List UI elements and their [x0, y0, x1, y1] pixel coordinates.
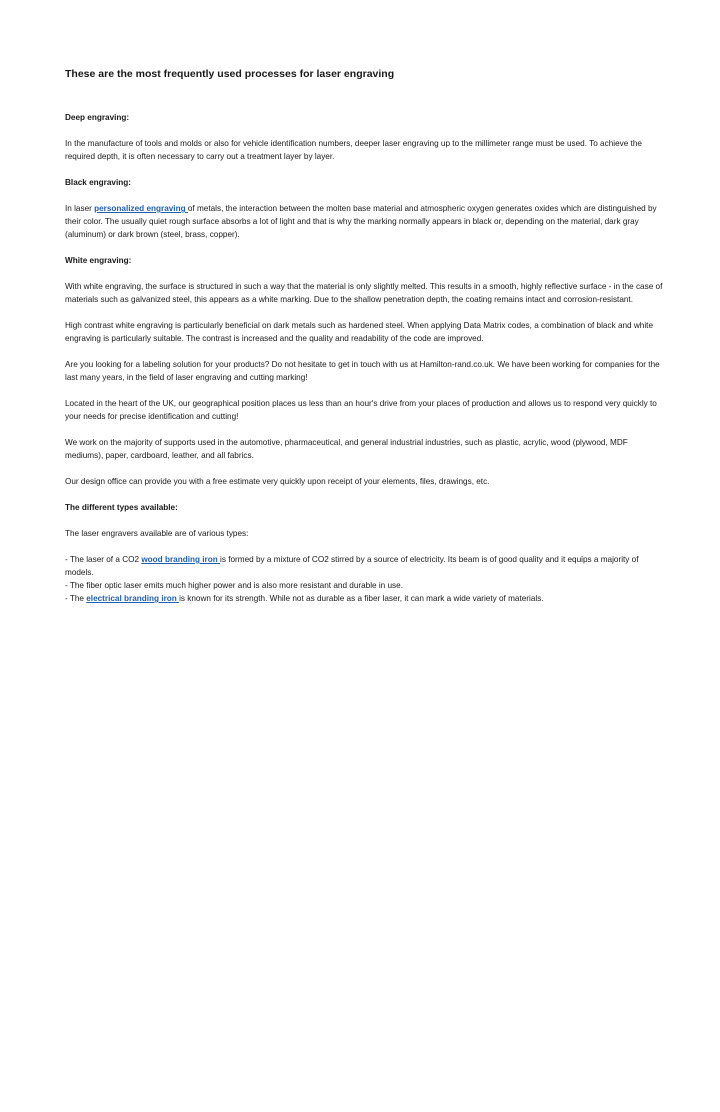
paragraph-high-contrast: High contrast white engraving is particularly beneficial on dark metals such as hardened steel. When applying Data Matrix codes, a combination of black and white engraving is particularly suitable. The contrast is increased and the quality and readability of the code are improved.	[65, 321, 653, 343]
heading-white-engraving: White engraving:	[65, 256, 132, 265]
document-title: These are the most frequently used processes for laser engraving	[65, 68, 395, 80]
text-segment: - The laser of a CO2	[65, 555, 142, 564]
link-electrical-branding-iron[interactable]: electrical branding iron	[86, 594, 180, 603]
link-wood-branding-iron[interactable]: wood branding iron	[141, 555, 220, 564]
paragraph-location: Located in the heart of the UK, our geographical position places us less than an hour's drive from your places of production and allows us to respond very quickly to your needs for precise identification and cutting!	[65, 399, 657, 421]
paragraph-white-engraving: With white engraving, the surface is structured in such a way that the material is only slightly melted. This results in a smooth, highly reflective surface - in the case of materials such as galvanized steel, this appears as a white marking. Due to the shallow penetration depth, the coating remains intact and corrosion-resistant.	[65, 282, 663, 304]
heading-deep-engraving: Deep engraving:	[65, 113, 130, 122]
paragraph-deep-engraving: In the manufacture of tools and molds or also for vehicle identification numbers, deeper laser engraving up to the millimeter range must be used. To achieve the required depth, it is often necessary to carry out a treatment layer by layer.	[65, 139, 642, 161]
list-item-electrical-iron	[65, 592, 665, 605]
heading-black-engraving: Black engraving:	[65, 178, 131, 187]
text-segment: of metals, the interaction between the molten base material and atmospheric oxygen generates oxides which are distinguished by their color. The usually quiet rough surface absorbs a lot of light and that is why the marking normally appears in black or, depending on the material, dark gray (aluminum) or dark brown (steel, brass, copper).	[65, 204, 657, 239]
list-item-co2-laser	[65, 553, 665, 579]
paragraph-supports: We work on the majority of supports used in the automotive, pharmaceutical, and general industrial industries, such as plastic, acrylic, wood (plywood, MDF mediums), paper, cardboard, leather, and all fabrics.	[65, 438, 628, 460]
text-segment: - The	[65, 594, 87, 603]
text-segment: is known for its strength. While not as durable as a fiber laser, it can mark a wide variety of materials.	[179, 594, 544, 603]
heading-types-available: The different types available:	[65, 503, 178, 512]
paragraph-labeling-solution: Are you looking for a labeling solution for your products? Do not hesitate to get in touch with us at Hamilton-rand.co.uk. We have been working for companies for the last many years, in the field of laser engraving and cutting marking!	[65, 360, 660, 382]
text-segment: In laser	[65, 204, 95, 213]
text-segment: is formed by a mixture of CO2 stirred by a source of electricity. Its beam is of good quality and it equips a majority of models.	[65, 555, 639, 577]
paragraph-types-intro: The laser engravers available are of various types:	[65, 529, 249, 538]
list-item-fiber-laser: - The fiber optic laser emits much higher power and is also more resistant and durable in use.	[65, 581, 403, 590]
link-personalized-engraving[interactable]: personalized engraving	[94, 204, 188, 213]
paragraph-black-engraving	[65, 202, 665, 241]
document-page	[65, 64, 665, 605]
paragraph-design-office: Our design office can provide you with a free estimate very quickly upon receipt of your elements, files, drawings, etc.	[65, 477, 490, 486]
